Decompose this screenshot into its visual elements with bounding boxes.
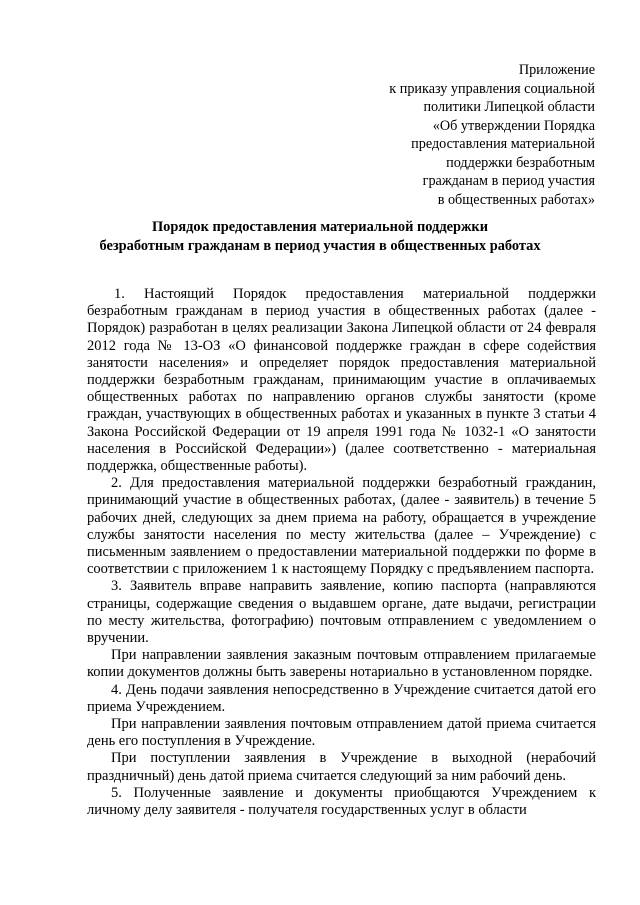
title-line-2: безработным гражданам в период участия в общественных работах bbox=[99, 238, 541, 254]
paragraph-3: 3. Заявитель вправе направить заявление, копию паспорта (направляются страницы, содержащие сведения о выдавшем органе, дате выдачи, регистрации по месту жительства, фотографию) почтовым отправлением с уведомлением о вручении. bbox=[87, 578, 596, 647]
approval-line: поддержки безработным bbox=[446, 154, 595, 171]
approval-line: гражданам в период участия bbox=[422, 173, 595, 189]
paragraph-4-holiday: При поступлении заявления в Учреждение в выходной (нерабочий праздничный) день датой приема считается следующий за ним рабочий день. bbox=[87, 750, 596, 784]
document-title bbox=[60, 218, 580, 256]
paragraph-2: 2. Для предоставления материальной поддержки безработный гражданин, принимающий участие в общественных работах, (далее - заявитель) в течение 5 рабочих дней, следующих за днем приема на работу, обращается в учреждение службы занятости населения по месту жительства (далее – Учреждение) с письменным заявлением о предоставлении материальной поддержки по форме в соответствии с приложением 1 к настоящему Порядку с предъявлением паспорта. bbox=[87, 475, 596, 578]
approval-stamp-block bbox=[295, 61, 595, 209]
approval-line: политики Липецкой области bbox=[423, 99, 595, 115]
paragraph-4: 4. День подачи заявления непосредственно в Учреждение считается датой его приема Учреждением. bbox=[87, 681, 596, 715]
approval-line: Приложение bbox=[518, 62, 595, 78]
document-body bbox=[87, 286, 596, 819]
approval-line: к приказу управления социальной bbox=[389, 80, 595, 97]
paragraph-1: 1. Настоящий Порядок предоставления материальной поддержки безработным гражданам в период участия в общественных работах (далее - Порядок) разработан в целях реализации Закона Липецкой области от 24 февраля 2012 года № 13-ОЗ «О финансовой поддержке граждан в сфере содействия занятости населения» и определяет порядок предоставления материальной поддержки безработным гражданам, принимающим участие в оплачиваемых общественных работах по направлению органов службы занятости (кроме граждан, участвующих в общественных работах и указанных в пункте 3 статьи 4 Закона Российской Федерации от 19 апреля 1991 года № 1032-1 «О занятости населения в Российской Федерации») (далее соответственно - материальная поддержка, общественные работы). bbox=[87, 286, 596, 475]
approval-line: в общественных работах» bbox=[437, 191, 595, 208]
approval-line: предоставления материальной bbox=[411, 136, 595, 152]
paragraph-4-postal: При направлении заявления почтовым отправлением датой приема считается день его поступления в Учреждение. bbox=[87, 716, 596, 750]
paragraph-5: 5. Полученные заявление и документы приобщаются Учреждением к личному делу заявителя - получателя государственных услуг в области bbox=[87, 784, 596, 819]
title-line-1: Порядок предоставления материальной поддержки bbox=[151, 219, 489, 235]
approval-line: «Об утверждении Порядка bbox=[432, 117, 595, 134]
paragraph-3-note: При направлении заявления заказным почтовым отправлением прилагаемые копии документов должны быть заверены нотариально в установленном порядке. bbox=[87, 647, 596, 681]
